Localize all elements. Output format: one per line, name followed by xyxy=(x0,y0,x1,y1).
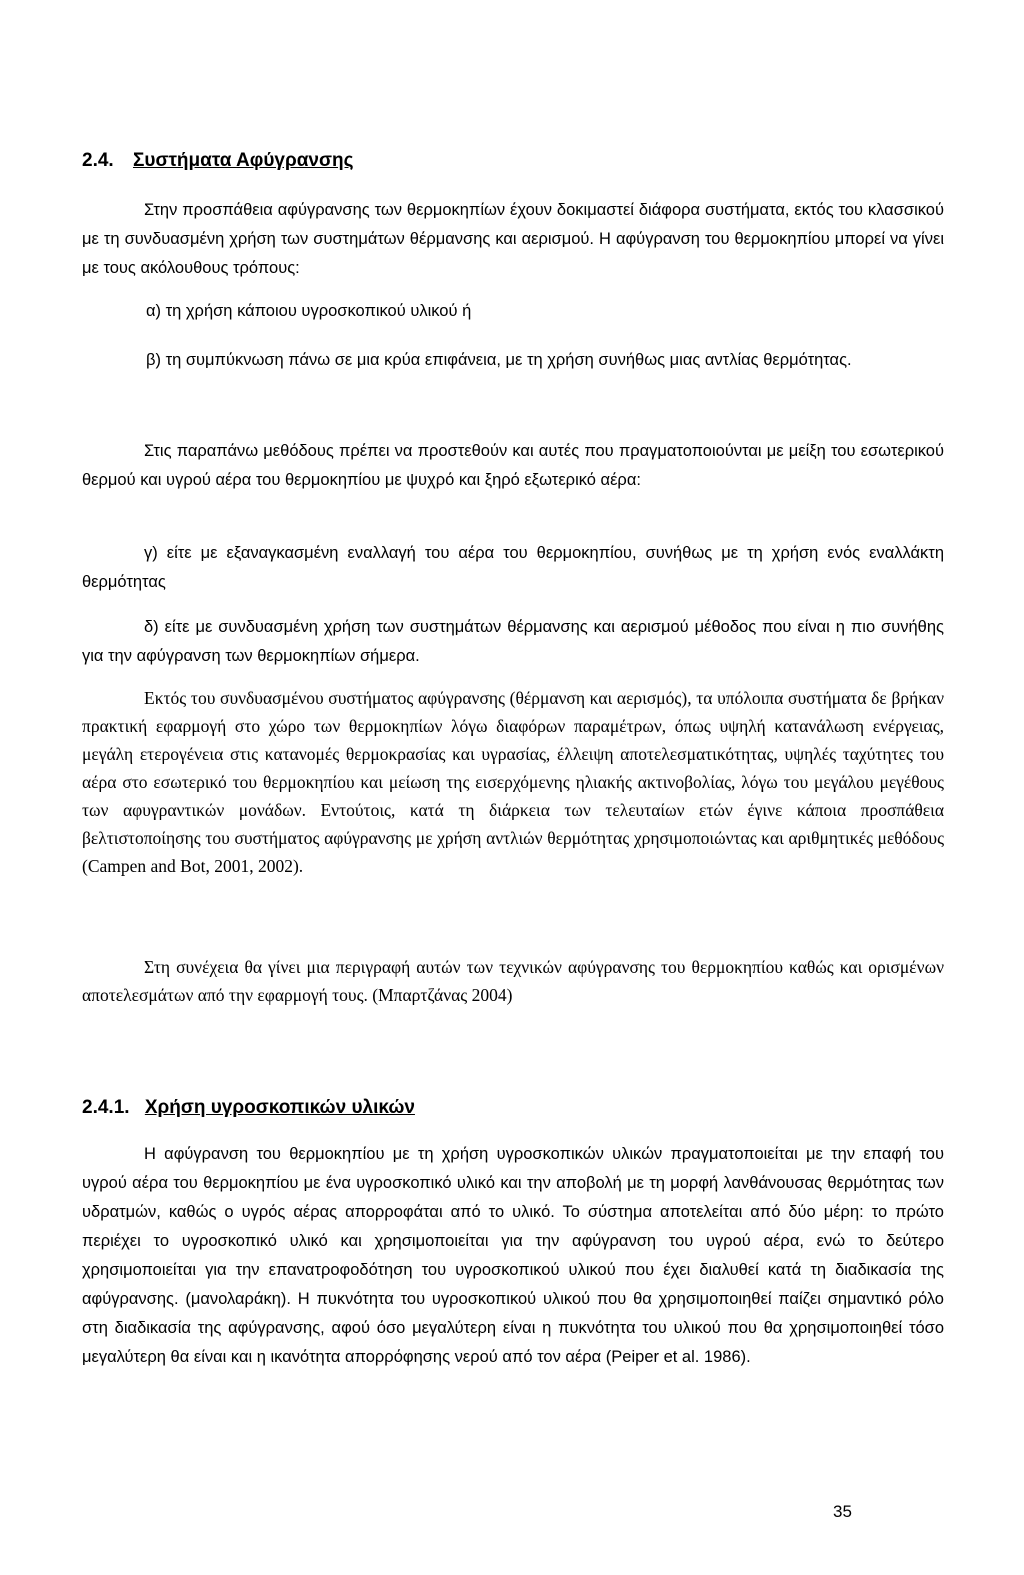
hygroscopic-paragraph: Η αφύγρανση του θερμοκηπίου με τη χρήση υγροσκοπικών υλικών πραγματοποιείται με την επαφή του υγρού αέρα του θερμοκηπίου με ένα υγροσκοπικό υλικό και την αποβολή με τη μορφή λανθάνουσας θερμότητας των υδρατμών, καθώς ο υγρός αέρας απορροφάται από το υλικό. Το σύστημα αποτελείται από δύο μέρη: το πρώτο περιέχει το υγροσκοπικό υλικό και χρησιμοποιείται για την αφύγρανση του υγρού αέρα, ενώ το δεύτερο χρησιμοποιείται για την επανατροφοδότηση του υγροσκοπικού υλικού που έχει διαλυθεί κατά τη διαδικασία της αφύγρανσης. (μανολαράκη). Η πυκνότητα του υγροσκοπικού υλικού που θα χρησιμοποιηθεί παίζει σημαντικό ρόλο στη διαδικασία της αφύγρανσης, αφού όσο μεγαλύτερη είναι η πυκνότητα του υλικού που θα χρησιμοποιηθεί τόσο μεγαλύτερη θα είναι και η ικανότητα απορρόφησης νερού από τον αέρα (Peiper et al. 1986). xyxy=(82,1145,944,1366)
subsection-title: Χρήση υγροσκοπικών υλικών xyxy=(144,1097,415,1118)
section-title: Συστήματα Αφύγρανσης xyxy=(132,150,354,171)
section-number: 2.4. xyxy=(82,150,114,171)
subsection-number: 2.4.1. xyxy=(82,1097,130,1118)
page-number: 35 xyxy=(833,1502,852,1521)
list-item-a: α) τη χρήση κάποιου υγροσκοπικού υλικού ή xyxy=(146,302,472,320)
list-item-d: δ) είτε με συνδυασμένη χρήση των συστημάτων θέρμανσης και αερισμού μέθοδος που είναι η πιο συνήθης για την αφύγρανση των θερμοκηπίων σήμερα. xyxy=(82,618,944,665)
section-heading-2-4-1 xyxy=(82,1097,415,1119)
other-systems-paragraph: Εκτός του συνδυασμένου συστήματος αφύγρανσης (θέρμανση και αερισμός), τα υπόλοιπα συστήματα δε βρήκαν πρακτική εφαρμογή στο χώρο των θερμοκηπίων λόγω διαφόρων παραμέτρων, όπως υψηλή κατανάλωση ενέργειας, μεγάλη ετερογένεια στις κατανομές θερμοκρασίας και υγρασίας, έλλειψη αποτελεσματικότητας, υψηλές ταχύτητες του αέρα στο εσωτερικό του θερμοκηπίου και μείωση της εισερχόμενης ηλιακής ακτινοβολίας, λόγω του μεγάλου μεγέθους των αφυγραντικών μονάδων. Εντούτοις, κατά τη διάρκεια των τελευταίων ετών έγινε κάποια προσπάθεια βελτιστοποίησης του συστήματος αφύγρανσης με χρήση αντλιών θερμότητας χρησιμοποιώντας και αριθμητικές μεθόδους (Campen and Bot, 2001, 2002). xyxy=(82,688,944,876)
intro-paragraph: Στην προσπάθεια αφύγρανσης των θερμοκηπίων έχουν δοκιμαστεί διάφορα συστήματα, εκτός του κλασσικού με τη συνδυασμένη χρήση των συστημάτων θέρμανσης και αερισμού. Η αφύγρανση του θερμοκηπίου μπορεί να γίνει με τους ακόλουθους τρόπους: xyxy=(82,201,944,277)
section-heading-2-4 xyxy=(82,150,353,172)
next-paragraph: Στη συνέχεια θα γίνει μια περιγραφή αυτών των τεχνικών αφύγρανσης του θερμοκηπίου καθώς και ορισμένων αποτελεσμάτων από την εφαρμογή τους. (Μπαρτζάνας 2004) xyxy=(82,957,944,1005)
list-item-c: γ) είτε με εξαναγκασμένη εναλλαγή του αέρα του θερμοκηπίου, συνήθως με τη χρήση ενός εναλλάκτη θερμότητας xyxy=(82,544,944,591)
list-item-b: β) τη συμπύκνωση πάνω σε μια κρύα επιφάνεια, με τη χρήση συνήθως μιας αντλίας θερμότητας. xyxy=(146,351,852,369)
additional-methods-paragraph: Στις παραπάνω μεθόδους πρέπει να προστεθούν και αυτές που πραγματοποιούνται με μείξη του εσωτερικού θερμού και υγρού αέρα του θερμοκηπίου με ψυχρό και ξηρό εξωτερικό αέρα: xyxy=(82,442,944,489)
